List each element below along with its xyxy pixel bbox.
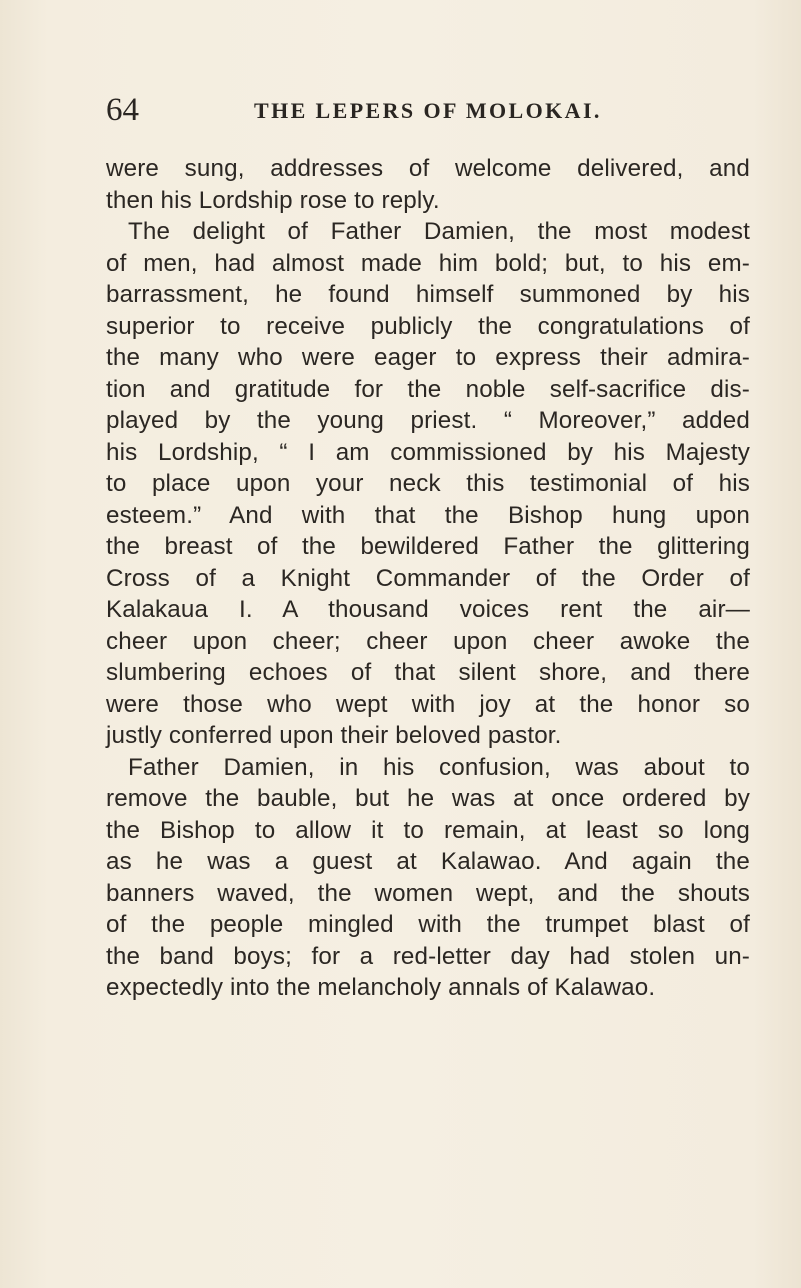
text-line: as he was a guest at Kalawao. And again the bbox=[106, 848, 750, 875]
text-line: the Bishop to allow it to remain, at least so long bbox=[106, 816, 750, 844]
text-line: were sung, addresses of welcome delivered, and bbox=[106, 155, 750, 182]
text-line: tion and gratitude for the noble self-sacrifice dis- bbox=[106, 375, 750, 403]
running-head bbox=[106, 90, 726, 130]
text-line: cheer upon cheer; cheer upon cheer awoke the bbox=[106, 627, 750, 655]
body-text bbox=[106, 153, 750, 1004]
text-line: banners waved, the women wept, and the shouts bbox=[106, 879, 750, 907]
text-line: were those who wept with joy at the honor so bbox=[106, 690, 750, 718]
text-line: of men, had almost made him bold; but, to his em- bbox=[106, 249, 750, 277]
text-line: Cross of a Knight Commander of the Order of bbox=[106, 564, 750, 592]
page-number: 64 bbox=[106, 92, 139, 128]
text-line: of the people mingled with the trumpet blast of bbox=[106, 911, 750, 938]
text-line: Kalakaua I. A thousand voices rent the air— bbox=[106, 596, 750, 623]
text-line: justly conferred upon their beloved pastor. bbox=[106, 722, 562, 749]
text-line: the band boys; for a red-letter day had stolen un- bbox=[106, 942, 750, 970]
text-line: The delight of Father Damien, the most modest bbox=[128, 218, 750, 245]
text-line: then his Lordship rose to reply. bbox=[106, 186, 440, 214]
running-head-title: THE LEPERS OF MOLOKAI. bbox=[254, 98, 602, 123]
text-line: played by the young priest. “ Moreover,” added bbox=[106, 407, 750, 434]
text-line: the many who were eager to express their admira- bbox=[106, 344, 750, 371]
text-line: Father Damien, in his confusion, was about to bbox=[128, 753, 750, 781]
text-line: to place upon your neck this testimonial of his bbox=[106, 470, 750, 497]
text-line: superior to receive publicly the congratulations of bbox=[106, 312, 750, 340]
text-line: esteem.” And with that the Bishop hung upon bbox=[106, 501, 750, 529]
text-line: remove the bauble, but he was at once ordered by bbox=[106, 785, 750, 812]
text-line: slumbering echoes of that silent shore, and there bbox=[106, 659, 750, 686]
text-line: expectedly into the melancholy annals of Kalawao. bbox=[106, 974, 656, 1001]
text-line: the breast of the bewildered Father the glittering bbox=[106, 533, 750, 560]
text-line: his Lordship, “ I am commissioned by his Majesty bbox=[106, 438, 750, 466]
text-line: barrassment, he found himself summoned by his bbox=[106, 281, 750, 308]
